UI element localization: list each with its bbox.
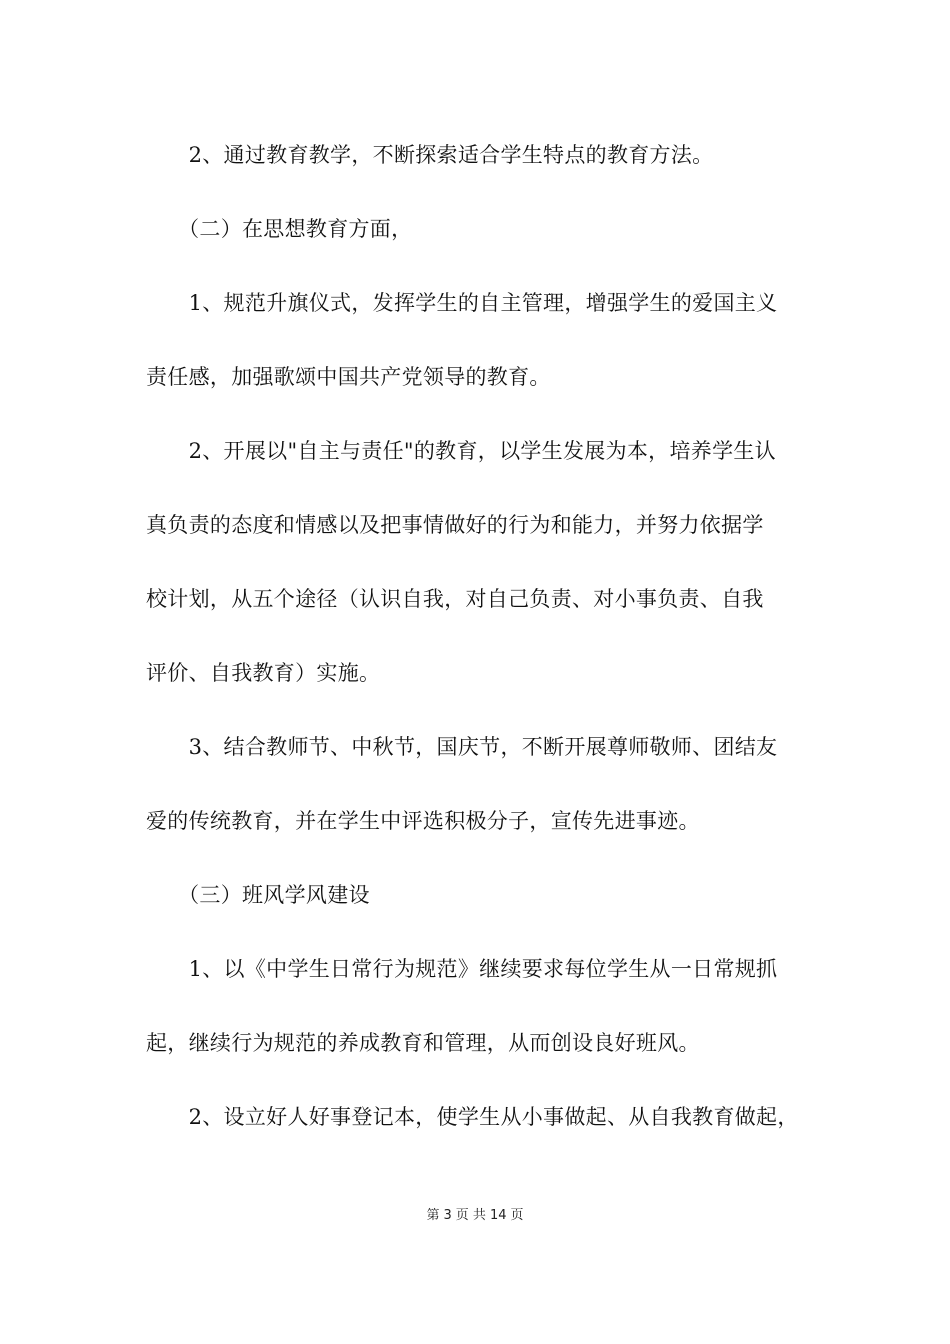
text-line: 2、通过教育教学，不断探索适合学生特点的教育方法。	[146, 143, 714, 167]
footer-prefix: 第	[426, 1208, 440, 1223]
text-line: 评价、自我教育）实施。	[146, 661, 381, 685]
text-line: 责任感，加强歌颂中国共产党领导的教育。	[146, 365, 551, 389]
text-line: 3、结合教师节、中秋节，国庆节，不断开展尊师敬师、团结友	[146, 735, 778, 759]
text-line: 2、设立好人好事登记本，使学生从小事做起、从自我教育做起，	[146, 1105, 799, 1129]
text-line: 1、以《中学生日常行为规范》继续要求每位学生从一日常规抓	[146, 957, 778, 981]
text-line: 2、开展以"自主与责任"的教育，以学生发展为本，培养学生认	[146, 439, 776, 463]
footer-current-page: 3	[443, 1208, 452, 1223]
section-heading: （三）班风学风建设	[146, 883, 370, 907]
page-footer	[0, 1207, 950, 1225]
text-line: 爱的传统教育，并在学生中评选积极分子，宣传先进事迹。	[146, 809, 700, 833]
text-line: 1、规范升旗仪式，发挥学生的自主管理，增强学生的爱国主义	[146, 291, 778, 315]
text-line: 真负责的态度和情感以及把事情做好的行为和能力，并努力依据学	[146, 513, 764, 537]
section-heading: （二）在思想教育方面，	[146, 217, 413, 241]
text-line: 起，继续行为规范的养成教育和管理，从而创设良好班风。	[146, 1031, 700, 1055]
footer-total-pages: 14	[489, 1208, 507, 1223]
text-line: 校计划，从五个途径（认识自我，对自己负责、对小事负责、自我	[146, 587, 764, 611]
footer-suffix: 页	[510, 1208, 524, 1223]
footer-mid: 页 共	[455, 1208, 486, 1223]
